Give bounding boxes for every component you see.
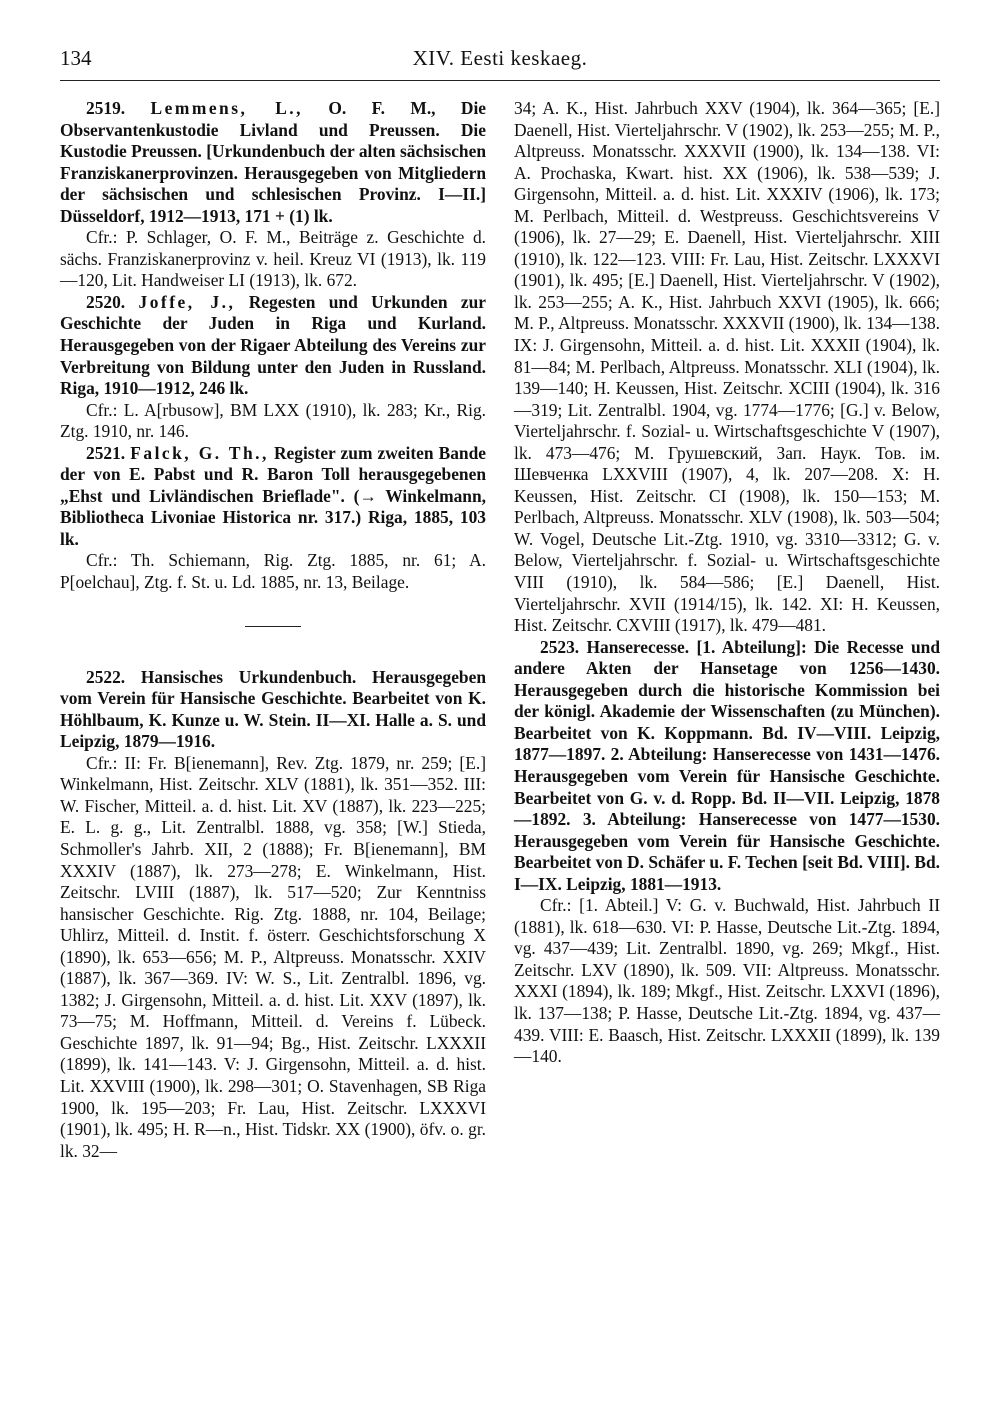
entry-cfr: Cfr.: P. Schlager, O. F. M., Beiträge z. Geschichte d. sächs. Franziskanerprovinz v. heil. Kreuz VI (1913), lk. 119—120, Lit. Handweiser LI (1913), lk. 672.	[60, 227, 486, 291]
left-column	[60, 98, 486, 1162]
entry-author: Lemmens, L.,	[150, 98, 304, 118]
entry-cfr: Cfr.: [1. Abteil.] V: G. v. Buchwald, Hist. Jahrbuch II (1881), lk. 618—630. VI: P. Hasse, Deutsche Lit.-Ztg. 1894, vg. 437—439; Lit. Zentralbl. 1890, vg. 269; Mkgf., Hist. Zeitschr. LXV (1890), lk. 509. VII: Altpreuss. Monatsschr. XXXI (1894), lk. 189; Mkgf., Hist. Zeitschr. LXXVI (1896), lk. 137—138; P. Hasse, Deutsche Lit.-Ztg. 1894, vg. 437—439. VIII: E. Baasch, Hist. Zeitschr. LXXXII (1899), lk. 139—140.	[514, 895, 940, 1067]
entry-title: Hanserecesse. [1. Abteilung]: Die Recesse und andere Akten der Hansetage von 1256—1430. Herausgegeben durch die historische Kommission bei der königl. Akademie der Wissenschaften (zu München). Bearbeitet von K. Koppmann. Bd. IV—VIII. Leipzig, 1877—1897. 2. Abteilung: Hanserecesse von 1431—1476. Herausgegeben vom Verein für Hansische Geschichte. Bearbeitet von G. v. d. Ropp. Bd. II—VII. Leipzig, 1878—1892. 3. Abteilung: Hanserecesse von 1477—1530. Herausgegeben vom Verein für Hansische Geschichte. Bearbeitet von D. Schäfer u. F. Techen [seit Bd. VIII]. Bd. I—IX. Leipzig, 1881—1913.	[514, 636, 940, 894]
entry-cfr: Cfr.: Th. Schiemann, Rig. Ztg. 1885, nr. 61; A. P[oelchau], Ztg. f. St. u. Ld. 1885, nr. 13, Beilage.	[60, 550, 486, 593]
entry-author: Joffe, J.,	[138, 291, 236, 312]
entry-author: Falck, G. Th.,	[130, 442, 269, 463]
entry-number: 2522.	[86, 666, 126, 687]
page-number: 134	[60, 46, 92, 70]
entry-number: 2519.	[86, 98, 126, 118]
page-header	[60, 46, 940, 76]
entry-2523	[514, 637, 940, 1068]
entry-2522-continuation: 34; A. K., Hist. Jahrbuch XXV (1904), lk. 364—365; [E.] Daenell, Hist. Vierteljahrschr. V (1902), lk. 253—255; M. P., Altpreuss. Monatsschr. XXXVII (1900), lk. 134—138. VI: A. Prochaska, Kwart. hist. XX (1906), lk. 538—539; J. Girgensohn, Mitteil. a. d. hist. Lit. XXXIV (1906), lk. 173; M. Perlbach, Mitteil. d. Westpreuss. Geschichtsvereins V (1906), lk. 27—29; E. Daenell, Hist. Vierteljahrschr. XIII (1910), lk. 122—123. VIII: Fr. Lau, Hist. Zeitschr. LXXXVI (1901), lk. 495; [E.] Daenell, Hist. Vierteljahrschr. V (1902), lk. 253—255; A. K., Hist. Jahrbuch XXVI (1905), lk. 666; M. P., Altpreuss. Monatsschr. XXXVII (1900), lk. 134—138. IX: J. Girgensohn, Mitteil. a. d. hist. Lit. XXXII (1904), lk. 81—84; M. Perlbach, Altpreuss. Monatsschr. XLI (1904), lk. 139—140; H. Keussen, Hist. Zeitschr. XCIII (1904), lk. 316—319; Lit. Zentralbl. 1904, vg. 1774—1776; [G.] v. Below, Vierteljahrschr. f. Sozial- u. Wirtschaftsgeschichte V (1907), lk. 473—476; М. Грушевский, Зап. Наук. Тов. ім. Шевченка LXXVIII (1907), 4, lk. 207—208. X: H. Keussen, Hist. Zeitschr. CI (1908), lk. 150—153; M. Perlbach, Altpreuss. Monatsschr. XLV (1908), lk. 503—504; W. Vogel, Deutsche Lit.-Ztg. 1910, vg. 3310—3312; G. v. Below, Vierteljahrschr. f. Sozial- u. Wirtschaftsgeschichte VIII (1910), lk. 584—586; [E.] Daenell, Hist. Vierteljahrschr. XVII (1914/15), lk. 142. XI: H. Keussen, Hist. Zeitschr. CXVIII (1917), lk. 479—481.	[514, 98, 940, 636]
section-divider	[245, 626, 301, 627]
entry-number: 2521.	[86, 442, 126, 463]
entry-heading	[60, 98, 486, 227]
entry-2520	[60, 292, 486, 443]
entry-title: O. F. M., Die Observantenkustodie Livland und Preussen. Die Kustodie Preussen. [Urkundenbuch der alten sächsischen Franziskanerprovinzen. Herausgegeben von Mitgliedern der sächsischen und schlesischen Provinz. I—II.] Düsseldorf, 1912—1913, 171 + (1) lk.	[60, 98, 486, 226]
right-column	[514, 98, 940, 1068]
header-rule	[60, 80, 940, 81]
entry-title: Regesten und Urkunden zur Geschichte der Juden in Riga und Kurland. Herausgegeben von der Rigaer Abteilung des Vereins zur Verbreitung von Bildung unter den Juden in Russland. Riga, 1910—1912, 246 lk.	[60, 291, 486, 399]
entry-2521	[60, 443, 486, 594]
running-title: XIV. Eesti keskaeg.	[412, 46, 588, 70]
entry-number: 2520.	[86, 291, 126, 312]
entry-2519	[60, 98, 486, 292]
entry-number: 2523.	[540, 636, 580, 657]
entry-2522	[60, 667, 486, 1163]
entry-cfr: Cfr.: II: Fr. B[ienemann], Rev. Ztg. 1879, nr. 259; [E.] Winkelmann, Hist. Zeitschr. XLV (1881), lk. 351—352. III: W. Fischer, Mitteil. a. d. hist. Lit. XV (1887), lk. 223—225; E. L. g. g., Lit. Zentralbl. 1888, vg. 358; [W.] Stieda, Schmoller's Jahrb. XII, 2 (1888); Fr. B[ienemann], BM XXXIV (1887), lk. 273—278; E. Winkelmann, Hist. Zeitschr. LVIII (1887), lk. 517—520; Zur Kenntniss hansischer Geschichte. Rig. Ztg. 1888, nr. 104, Beilage; Uhlirz, Mitteil. d. Instit. f. österr. Geschichtsforschung X (1890), lk. 653—656; M. P., Altpreuss. Monatsschr. XXIV (1887), lk. 367—369. IV: W. S., Lit. Zentralbl. 1896, vg. 1382; J. Girgensohn, Mitteil. a. d. hist. Lit. XXV (1897), lk. 73—75; M. Hoffmann, Mitteil. d. Vereins f. Lübeck. Geschichte 1897, lk. 91—94; Bg., Hist. Zeitschr. LXXXII (1899), lk. 141—143. V: J. Girgensohn, Mitteil. a. d. hist. Lit. XXVIII (1900), lk. 298—301; O. Stavenhagen, SB Riga 1900, lk. 195—203; Fr. Lau, Hist. Zeitschr. LXXXVI (1901), lk. 495; H. R—n., Hist. Tidskr. XX (1900), öfv. o. gr. lk. 32—	[60, 752, 486, 1161]
entry-cfr: Cfr.: L. A[rbusow], BM LXX (1910), lk. 283; Kr., Rig. Ztg. 1910, nr. 146.	[60, 399, 486, 442]
entry-heading	[60, 292, 486, 400]
entry-title: Register zum zweiten Bande der von E. Pabst und R. Baron Toll herausgegebenen „Ehst und Livländischen Brieflade". (→ Winkelmann, Bibliotheca Livoniae Historica nr. 317.) Riga, 1885, 103 lk.	[60, 442, 486, 549]
entry-heading	[60, 667, 486, 753]
entry-heading	[514, 637, 940, 896]
entry-heading	[60, 443, 486, 551]
entry-title: Hansisches Urkundenbuch. Herausgegeben vom Verein für Hansische Geschichte. Bearbeitet von K. Höhlbaum, K. Kunze u. W. Stein. II—XI. Halle a. S. und Leipzig, 1879—1916.	[60, 666, 486, 752]
